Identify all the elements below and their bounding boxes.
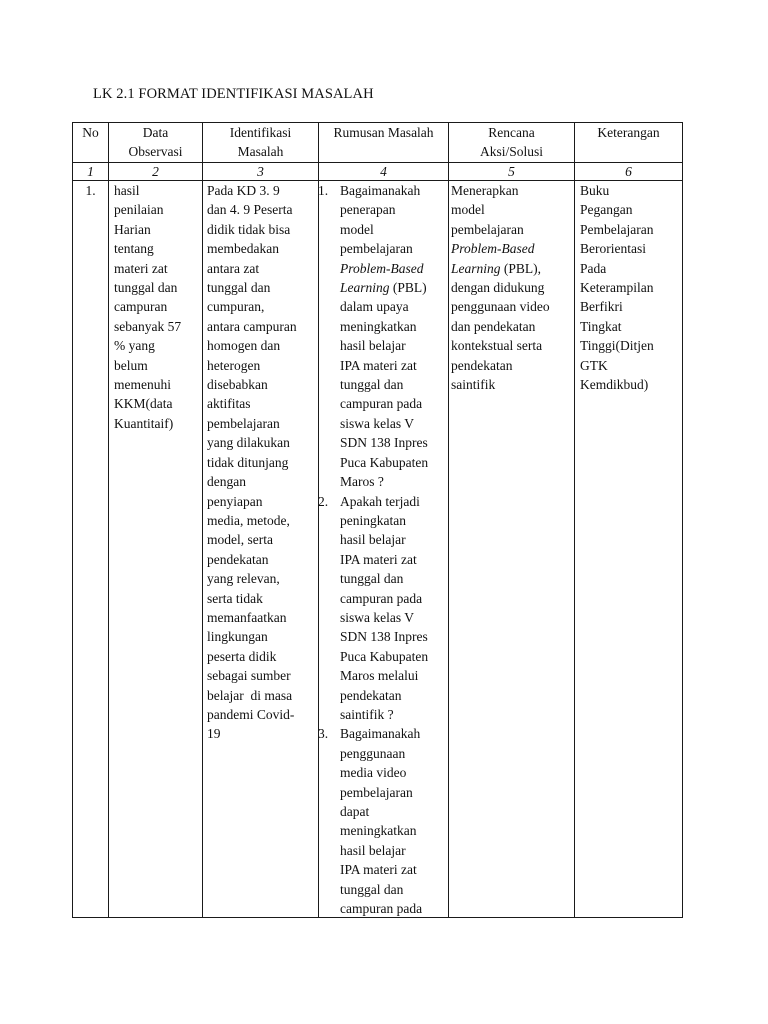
- document-title: LK 2.1 FORMAT IDENTIFIKASI MASALAH: [93, 86, 374, 102]
- header-rumusan-masalah: Rumusan Masalah: [333, 125, 434, 140]
- rumusan-item-1-body: Bagaimanakah penerapan model pembelajaran Problem-Based Learning (PBL) dalam upaya meningkatkan hasil belajar IPA materi zat tunggal dan campuran pada siswa kelas V SDN 138 Inpres Puca Kabupaten Maros ?: [340, 181, 448, 492]
- cell-rencana-aksi: Menerapkan model pembelajaran Problem-Based Learning (PBL), dengan didukung penggunaan video dan pendekatan kontekstual serta pendekatan saintifik: [451, 183, 550, 393]
- column-number-6: 6: [625, 164, 632, 179]
- header-identifikasi-masalah: Identifikasi Masalah: [229, 125, 292, 160]
- rumusan-item-1-marker: 1.: [318, 183, 329, 198]
- rumusan-item-2: [318, 492, 448, 725]
- pbl-line: Learning (PBL): [340, 280, 427, 296]
- cell-data-observasi: hasil penilaian Harian tentang materi zat tunggal dan campuran sebanyak 57 % yang belum memenuhi KKM(data Kuantitaif): [114, 183, 182, 431]
- cell-rumusan-masalah: [318, 181, 448, 918]
- cell-keterangan: Buku Pegangan Pembelajaran Berorientasi Pada Keterampilan Berfikri Tingkat Tinggi(Ditjen GTK Kemdikbud): [580, 183, 654, 393]
- row-number: 1.: [85, 183, 96, 198]
- column-number-5: 5: [508, 164, 515, 179]
- rumusan-item-3-body: Bagaimanakah penggunaan media video pembelajaran dapat meningkatkan hasil belajar IPA materi zat tunggal dan campuran pada: [340, 726, 423, 917]
- rumusan-item-2-marker: 2.: [318, 493, 329, 509]
- header-rencana-aksi: Rencana Aksi/Solusi: [479, 125, 544, 160]
- cell-identifikasi-masalah: Pada KD 3. 9 dan 4. 9 Peserta didik tidak bisa membedakan antara zat tunggal dan cumpuran, antara campuran homogen dan heterogen disebabkan aktifitas pembelajaran yang dilakukan tidak ditunjang dengan penyiapan media, metode, model, serta pendekatan yang relevan, serta tidak memanfaatkan lingkungan peserta didik sebagai sumber belajar di masa pandemi Covid- 19: [207, 183, 297, 742]
- problem-identification-table: [72, 122, 683, 918]
- column-number-3: 3: [257, 164, 264, 179]
- rumusan-item-2-body: Apakah terjadi peningkatan hasil belajar IPA materi zat tunggal dan campuran pada siswa kelas V SDN 138 Inpres Puca Kabupaten Maros melalui pendekatan saintifik ?: [340, 493, 429, 722]
- rumusan-item-1: [318, 181, 448, 492]
- header-data-observasi: Data Observasi: [128, 125, 183, 160]
- column-number-2: 2: [152, 164, 159, 179]
- header-keterangan: Keterangan: [597, 125, 660, 140]
- header-no: No: [82, 125, 99, 140]
- rumusan-item-3-marker: 3.: [318, 726, 329, 742]
- column-number-4: 4: [380, 164, 387, 179]
- column-number-1: 1: [87, 164, 94, 179]
- rumusan-masalah-list: [318, 181, 448, 918]
- rumusan-item-3: [318, 724, 448, 918]
